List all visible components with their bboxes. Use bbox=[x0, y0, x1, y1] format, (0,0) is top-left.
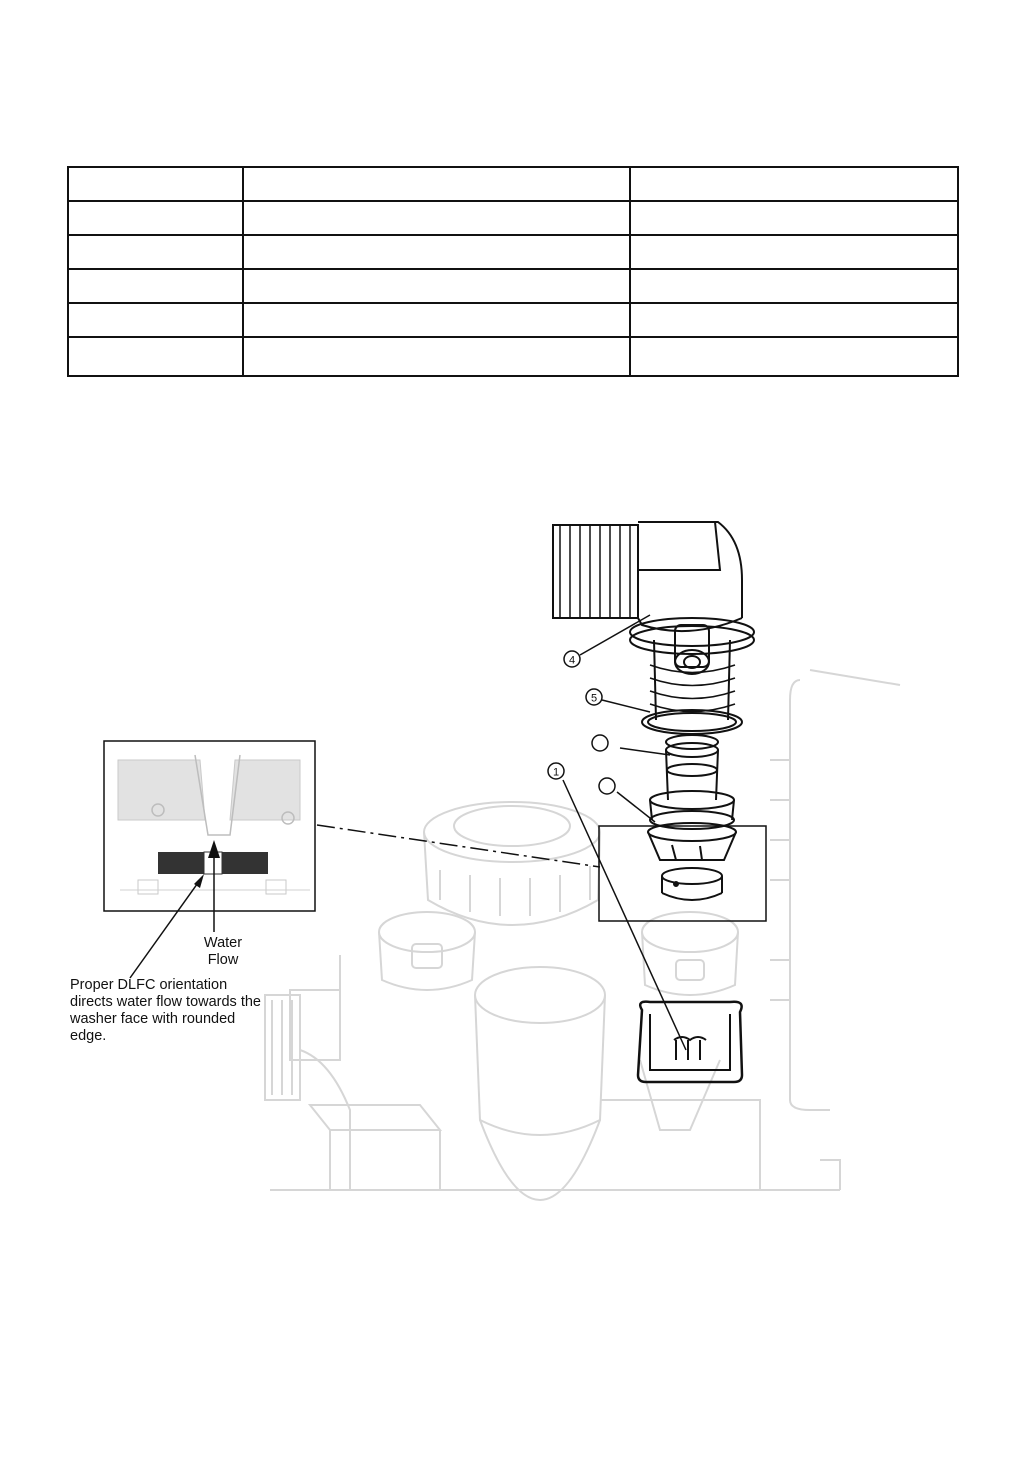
valve-body-background bbox=[265, 670, 900, 1200]
callout-marker-one bbox=[548, 763, 564, 779]
callout-marker-five bbox=[586, 689, 602, 705]
detail-link-line bbox=[317, 825, 600, 867]
callout-marker-four bbox=[564, 651, 580, 667]
water-flow-label: Water Flow bbox=[203, 935, 243, 968]
callout-marker-blank-a bbox=[592, 735, 608, 751]
callout-number: 4 bbox=[568, 654, 576, 667]
detail-inset bbox=[104, 741, 315, 911]
elbow-fitting bbox=[553, 522, 754, 720]
dlfc-washer bbox=[662, 868, 722, 900]
callout-marker-blank-b bbox=[599, 778, 615, 794]
o-ring bbox=[642, 710, 742, 734]
callout-number: 1 bbox=[552, 766, 560, 779]
retaining-clip bbox=[638, 1002, 742, 1082]
dlfc-orientation-note: Proper DLFC orientation directs water flow towards the washer face with rounded edge. bbox=[70, 977, 261, 1044]
callout-number: 5 bbox=[590, 692, 598, 705]
callout-leaders bbox=[563, 615, 686, 1050]
